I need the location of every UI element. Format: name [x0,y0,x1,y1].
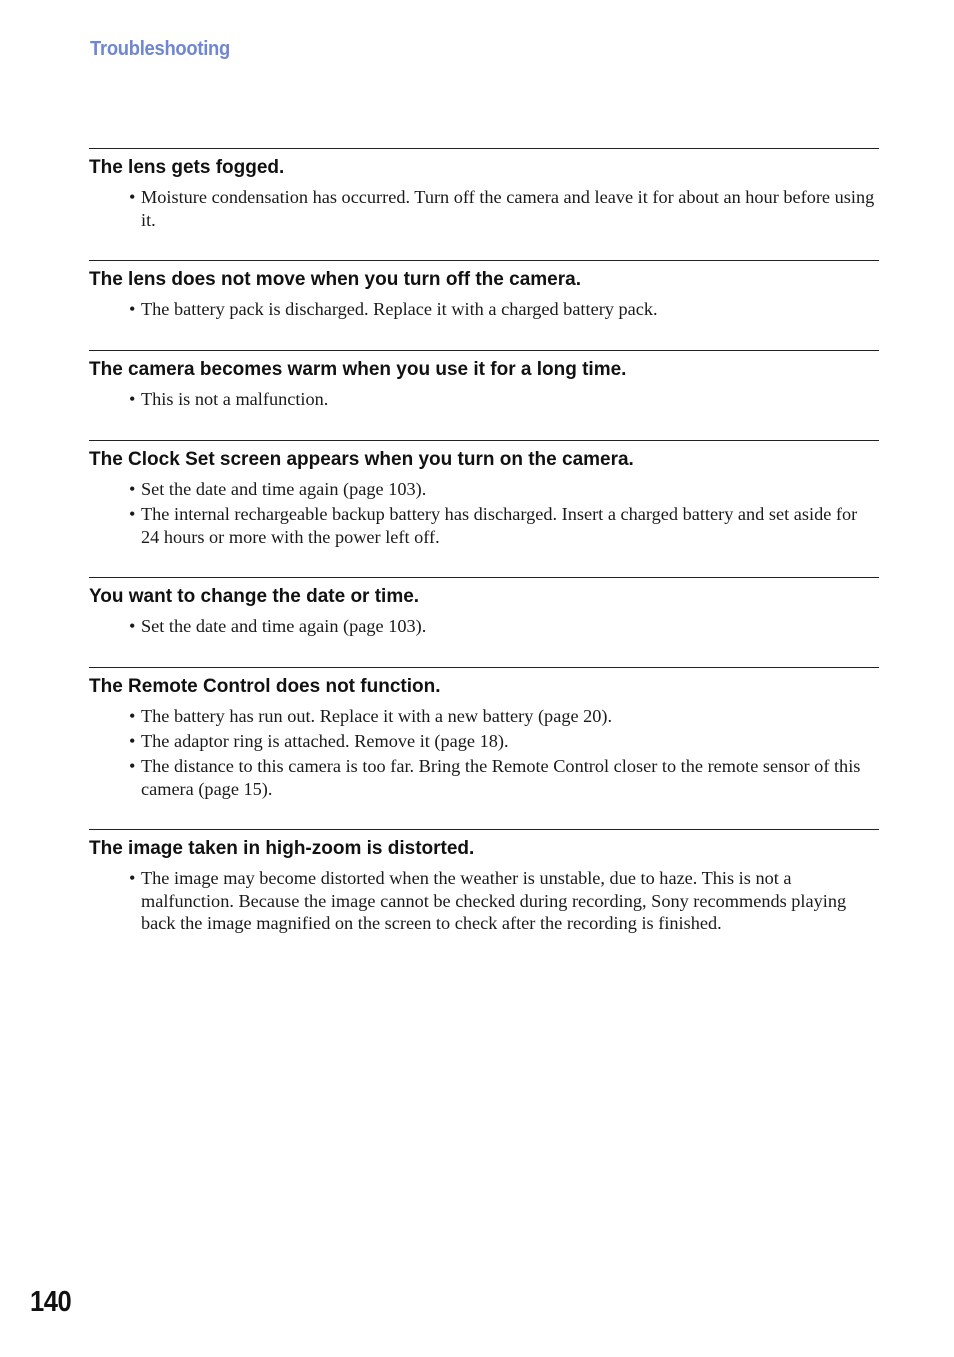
issue-solutions [89,388,879,411]
bullet-icon: • [129,706,136,726]
solution-item [129,388,879,411]
issue-block [89,829,879,947]
solution-item [129,186,879,231]
troubleshooting-list [89,148,879,947]
page-number: 140 [30,1286,72,1318]
solution-text: Set the date and time again (page 103). [141,616,427,636]
solution-text: This is not a malfunction. [141,389,329,409]
solution-item [129,615,879,638]
solution-text: The battery has run out. Replace it with a new battery (page 20). [141,706,613,726]
issue-heading: The Clock Set screen appears when you turn on the camera. [89,449,634,470]
issue-block [89,440,879,577]
issue-solutions [89,186,879,231]
issue-solutions [89,705,879,800]
solution-item [129,730,879,753]
issue-heading: The image taken in high-zoom is distorted. [89,838,475,859]
solution-item [129,503,879,548]
issue-solutions [89,298,879,321]
solution-text: The internal rechargeable backup battery has discharged. Insert a charged battery and set aside for 24 hours or more with the power left off. [141,504,858,547]
issue-heading: The camera becomes warm when you use it for a long time. [89,359,627,380]
bullet-icon: • [129,504,136,524]
solution-text: The distance to this camera is too far. Bring the Remote Control closer to the remote sensor of this camera (page 15). [141,756,861,799]
issue-heading: The Remote Control does not function. [89,676,441,697]
solution-text: The adaptor ring is attached. Remove it (page 18). [141,731,509,751]
bullet-icon: • [129,479,136,499]
issue-block [89,148,879,260]
solution-item [129,298,879,321]
solution-text: Set the date and time again (page 103). [141,479,427,499]
solution-text: The image may become distorted when the weather is unstable, due to haze. This is not a malfunction. Because the image cannot be checked during recording, Sony recommends playing back the image magnified on the screen to check after the recording is finished. [141,868,847,933]
issue-block [89,350,879,440]
bullet-icon: • [129,389,136,409]
issue-heading: You want to change the date or time. [89,586,420,607]
bullet-icon: • [129,756,136,776]
bullet-icon: • [129,616,136,636]
issue-block [89,667,879,829]
bullet-icon: • [129,868,136,888]
issue-block [89,577,879,667]
solution-text: The battery pack is discharged. Replace it with a charged battery pack. [141,299,658,319]
bullet-icon: • [129,187,136,207]
solution-item [129,755,879,800]
issue-heading: The lens does not move when you turn off the camera. [89,269,581,290]
section-title: Troubleshooting [90,38,230,60]
issue-solutions [89,615,879,638]
solution-item [129,867,879,935]
issue-heading: The lens gets fogged. [89,157,285,178]
issue-solutions [89,478,879,548]
bullet-icon: • [129,299,136,319]
bullet-icon: • [129,731,136,751]
issue-solutions [89,867,879,935]
solution-item [129,478,879,501]
solution-text: Moisture condensation has occurred. Turn off the camera and leave it for about an hour before using it. [141,187,875,230]
solution-item [129,705,879,728]
issue-block [89,260,879,350]
